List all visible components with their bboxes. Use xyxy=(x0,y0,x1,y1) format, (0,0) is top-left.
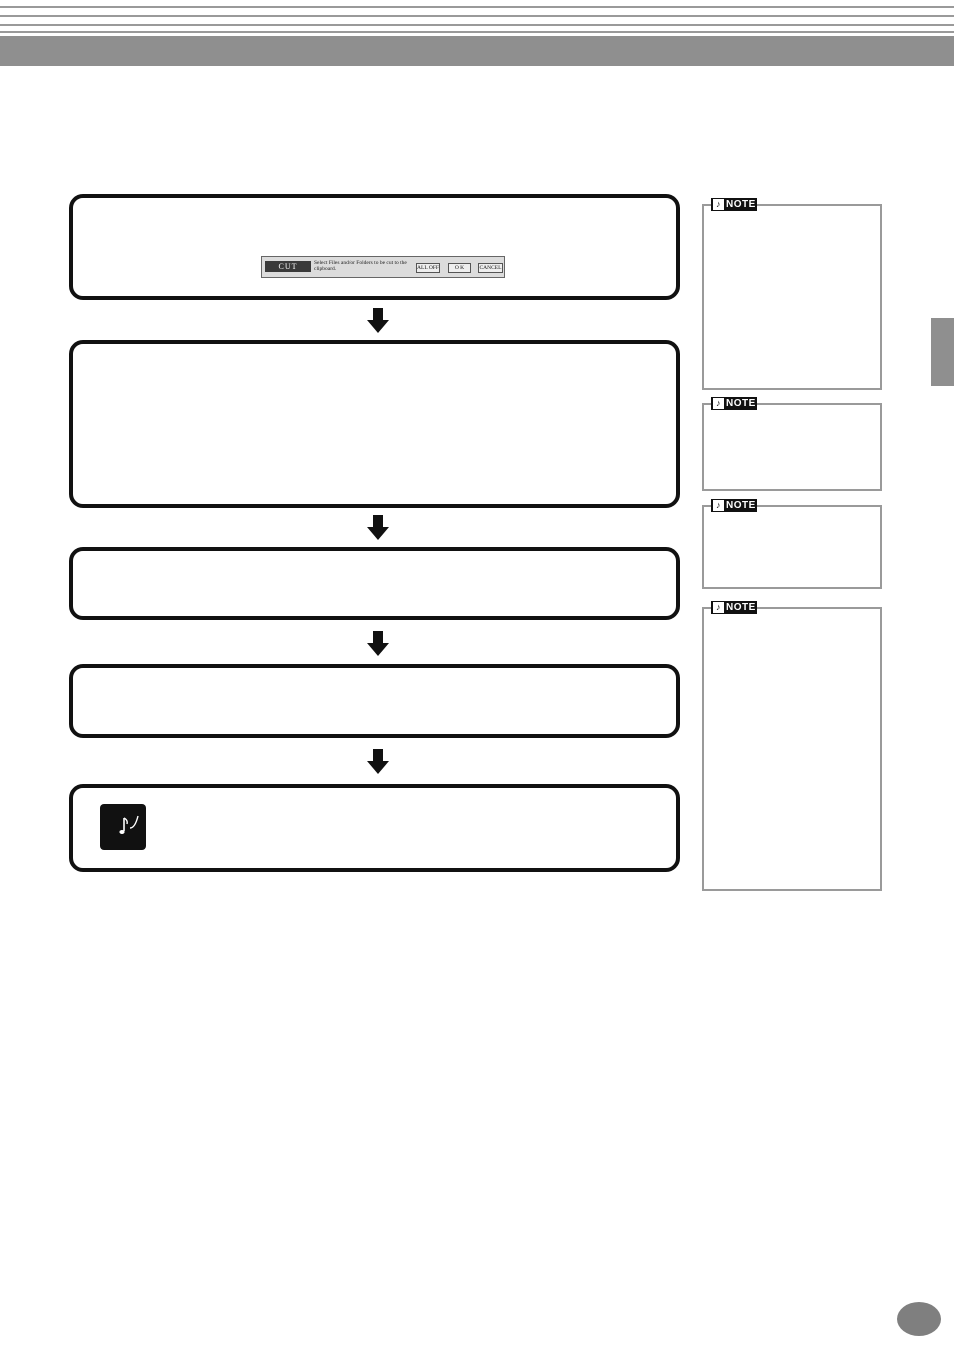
note-box xyxy=(702,398,882,491)
music-note-icon: ♪ xyxy=(713,602,724,613)
cut-dialog-title: CUT xyxy=(265,261,311,272)
cut-dialog-message: Select Files and/or Folders to be cut to the clipboard. xyxy=(314,260,407,272)
note-label: ♪ NOTE xyxy=(711,198,757,211)
header-band xyxy=(0,36,954,66)
music-note-icon: ♪ xyxy=(713,199,724,210)
music-note-icon xyxy=(100,804,146,850)
flow-step-5 xyxy=(69,784,680,872)
flow-step-4 xyxy=(69,664,680,738)
header-rule xyxy=(0,31,954,33)
page-header xyxy=(0,0,954,66)
flow-arrow xyxy=(367,515,389,541)
note-box xyxy=(702,602,882,891)
flow-step-2 xyxy=(69,340,680,508)
note-box xyxy=(702,500,882,589)
chapter-side-tab xyxy=(931,318,954,386)
cancel-button[interactable]: CANCEL xyxy=(479,265,502,271)
flow-arrow xyxy=(367,749,389,775)
cut-dialog xyxy=(261,256,505,278)
flow-arrow xyxy=(367,308,389,334)
header-rule xyxy=(0,6,954,8)
header-rule xyxy=(0,24,954,26)
header-rule xyxy=(0,15,954,17)
all-off-button[interactable]: ALL OFF xyxy=(417,265,439,271)
music-note-icon: ♪ xyxy=(713,500,724,511)
note-label: ♪ NOTE xyxy=(711,499,757,512)
note-label: ♪ NOTE xyxy=(711,397,757,410)
flow-step-1 xyxy=(69,194,680,300)
flow-arrow xyxy=(367,631,389,657)
note-label: ♪ NOTE xyxy=(711,601,757,614)
ok-button[interactable]: O K xyxy=(448,263,471,273)
flow-step-3 xyxy=(69,547,680,620)
music-note-icon: ♪ xyxy=(713,398,724,409)
page-number-badge xyxy=(897,1302,941,1336)
note-box xyxy=(702,199,882,390)
